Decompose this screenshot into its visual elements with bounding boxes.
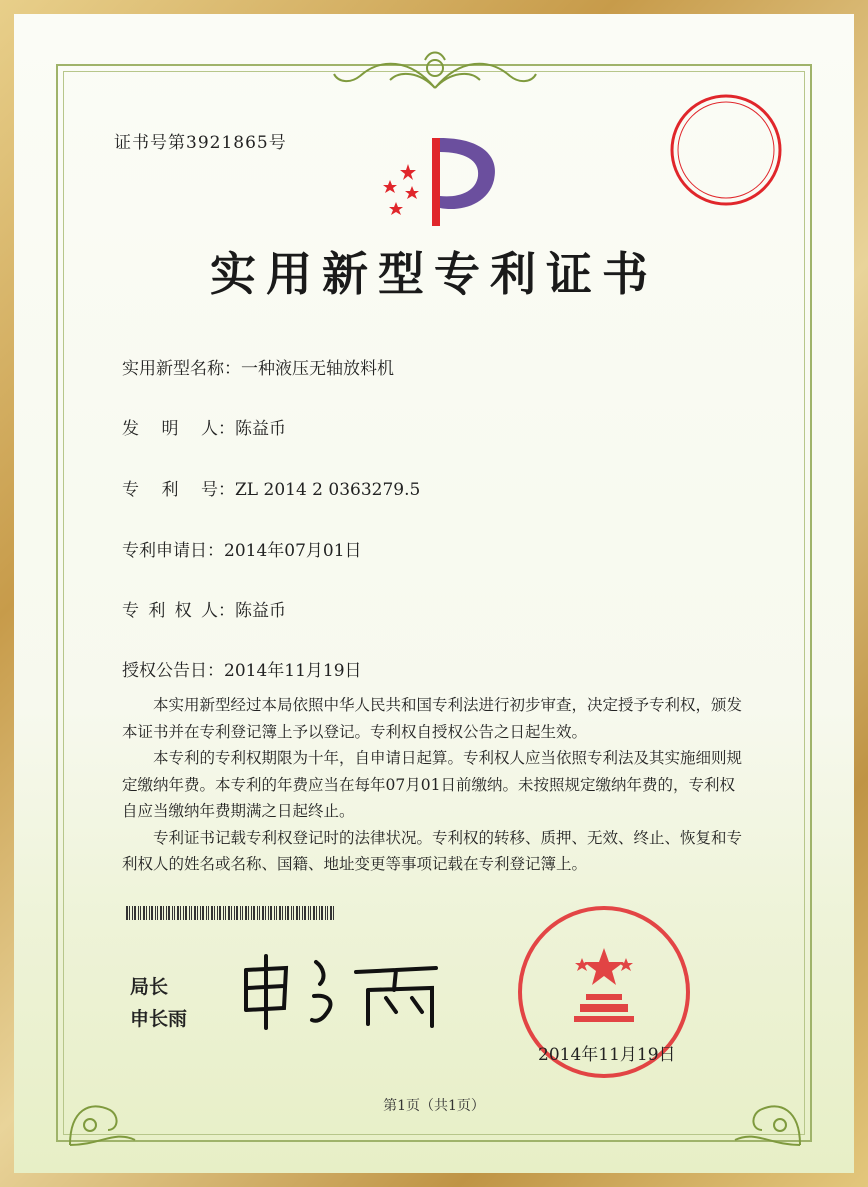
top-ornament-icon bbox=[330, 48, 540, 94]
tax-stamp-seal-icon bbox=[668, 92, 784, 208]
field-inventor-value: 陈益币 bbox=[235, 419, 286, 439]
field-name bbox=[122, 354, 394, 379]
field-name-label: 实用新型名称： bbox=[122, 359, 241, 379]
barcode-icon bbox=[126, 906, 336, 920]
field-inventor-label: 发明人 bbox=[122, 419, 218, 439]
field-filing-date-value: 2014年07月01日 bbox=[224, 541, 362, 561]
field-grant-date bbox=[122, 656, 362, 681]
field-grant-date-value: 2014年11月19日 bbox=[224, 661, 362, 681]
field-patent-number-value: ZL 2014 2 0363279.5 bbox=[235, 480, 421, 500]
field-filing-date bbox=[122, 536, 362, 561]
certificate-title: 实用新型专利证书 bbox=[210, 247, 658, 301]
page-number: 第1页（共1页） bbox=[383, 1098, 485, 1114]
field-filing-date-label: 专利申请日： bbox=[122, 541, 224, 561]
certificate-number: 证书号第3921865号 bbox=[114, 133, 287, 153]
field-grant-date-label: 授权公告日： bbox=[122, 661, 224, 681]
field-name-value: 一种液压无轴放料机 bbox=[241, 359, 394, 379]
director-title: 局长 bbox=[130, 976, 169, 998]
field-patentee: 专利权人：陈益币 bbox=[122, 596, 286, 621]
director-name: 申长雨 bbox=[130, 1008, 188, 1030]
field-patent-number: 专利号：ZL 2014 2 0363279.5 bbox=[122, 475, 420, 500]
issue-date: 2014年11月19日 bbox=[538, 1045, 676, 1065]
body-paragraph: 本实用新型经过本局依照中华人民共和国专利法进行初步审查，决定授予专利权，颁发本证书并在专利登记簿上予以登记。专利权自授权公告之日起生效。 bbox=[122, 696, 743, 741]
certificate-body bbox=[122, 692, 742, 878]
director-signature-icon bbox=[236, 950, 456, 1030]
field-patentee-value: 陈益币 bbox=[235, 601, 286, 621]
body-paragraph: 专利证书记载专利权登记时的法律状况。专利权的转移、质押、无效、终止、恢复和专利权人的姓名或名称、国籍、地址变更等事项记载在专利登记簿上。 bbox=[122, 828, 743, 873]
field-patentee-label: 专利权人 bbox=[122, 601, 218, 621]
field-inventor: 发明人：陈益币 bbox=[122, 414, 286, 439]
body-paragraph: 本专利的专利权期限为十年，自申请日起算。专利权人应当依照专利法及其实施细则规定缴纳年费。本专利的年费应当在每年07月01日前缴纳。未按照规定缴纳年费的，专利权自应当缴纳年费期满之日起终止。 bbox=[122, 749, 743, 820]
patent-office-logo-icon bbox=[370, 130, 500, 230]
field-patent-number-label: 专利号 bbox=[122, 480, 218, 500]
